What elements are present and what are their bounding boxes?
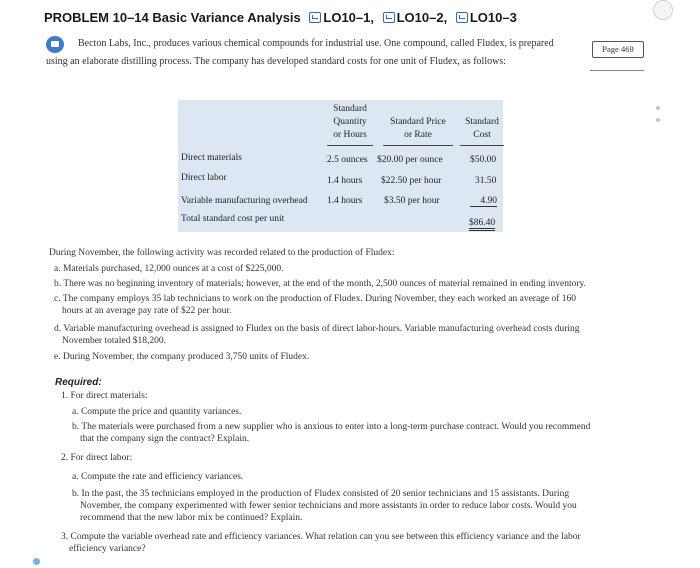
status-dot-icon	[33, 558, 40, 565]
question-2: 2. For direct labor:	[61, 453, 133, 463]
activity-item-c: c. The company employs 35 lab technicians to work on the production of Fludex. During November, they each worked an average of 160	[54, 294, 577, 304]
row-qty: 1.4 hours	[327, 176, 363, 186]
header-quantity	[327, 103, 373, 142]
row-label: Direct materials	[181, 153, 242, 163]
scroll-handle-icon[interactable]	[653, 0, 673, 20]
row-price: $20.00 per ounce	[377, 155, 443, 165]
activity-item-d-cont: November totaled $18,200.	[62, 336, 166, 346]
question-1a: a. Compute the price and quantity variances.	[72, 407, 242, 417]
info-bubble-icon[interactable]	[46, 36, 64, 53]
row-cost: 31.50	[475, 176, 497, 186]
activity-intro: During November, the following activity was recorded related to the production of Fludex:	[49, 248, 395, 258]
intro-line-1: Becton Labs, Inc., produces various chemical compounds for industrial use. One compound, called Fludex, is prepared	[78, 38, 554, 49]
total-cost: $86.40	[469, 218, 495, 231]
row-label: Variable manufacturing overhead	[181, 196, 308, 206]
header-cost-line: Standard	[465, 117, 499, 127]
required-heading: Required:	[55, 377, 102, 388]
activity-item-d: d. Variable manufacturing overhead is assigned to Fludex on the basis of direct labor-hours. Variable manufacturing overhead costs during	[54, 324, 580, 334]
scroll-marker	[656, 106, 660, 110]
row-price: $3.50 per hour	[384, 196, 440, 206]
row-cost: $50.00	[470, 155, 497, 165]
question-1: 1. For direct materials:	[61, 391, 148, 401]
header-quantity-line: Standard	[333, 104, 367, 114]
row-price: $22.50 per hour	[381, 176, 442, 186]
page-ref-divider	[590, 70, 644, 71]
problem-title	[44, 10, 517, 25]
question-2b-cont: November, the company experimented with fewer senior technicians and more assistants in order to reduce labor costs. Would you	[80, 501, 577, 511]
question-2b: b. In the past, the 35 technicians employed in the production of Fludex consisted of 20 senior technicians and 15 assistants. During	[72, 489, 570, 499]
header-cost-line: Cost	[473, 130, 491, 140]
question-3: 3. Compute the variable overhead rate and efficiency variances. What relation can you see between this efficiency variance and the labor	[61, 532, 581, 542]
header-price-line: or Rate	[404, 130, 432, 140]
question-1b: b. The materials were purchased from a new supplier who is anxious to enter into a long-term purchase contract. Would you recommend	[72, 422, 591, 432]
question-2b-cont: recommend that the new labor mix be continued? Explain.	[80, 513, 303, 523]
header-cost	[460, 116, 504, 142]
scroll-marker	[656, 118, 660, 122]
objective-link-1[interactable]: LO10–1,	[323, 10, 374, 25]
activity-item-c-cont: hours at an average pay rate of $22 per hour.	[62, 306, 232, 316]
total-label: Total standard cost per unit	[181, 214, 285, 224]
question-1b-cont: that the company sign the contract? Explain.	[80, 434, 250, 444]
activity-item-a: a. Materials purchased, 12,000 ounces at a cost of $225,000.	[54, 264, 284, 274]
row-qty: 1.4 hours	[327, 196, 363, 206]
header-price-line: Standard Price	[390, 117, 446, 127]
row-cost: 4.90	[470, 196, 497, 207]
page-reference-badge: Page 469	[592, 41, 644, 58]
header-quantity-line: Quantity	[333, 117, 367, 127]
intro-line-2: using an elaborate distilling process. The company has developed standard costs for one unit of Fludex, as follows:	[46, 56, 506, 67]
header-rule	[383, 145, 453, 146]
question-3-cont: efficiency variance?	[69, 544, 146, 554]
learning-objective-icon[interactable]	[309, 12, 321, 23]
learning-objective-icon[interactable]	[456, 12, 468, 23]
objective-link-2[interactable]: LO10–2,	[396, 10, 448, 25]
header-rule	[460, 145, 504, 146]
learning-objective-icon[interactable]	[383, 12, 395, 23]
activity-item-e: e. During November, the company produced 3,750 units of Fludex.	[54, 352, 310, 362]
row-qty: 2.5 ounces	[327, 155, 368, 165]
header-price	[383, 116, 453, 142]
header-rule	[327, 145, 373, 146]
row-label: Direct labor	[181, 173, 227, 183]
objective-link-3[interactable]: LO10–3	[469, 10, 517, 25]
activity-item-b: b. There was no beginning inventory of materials; however, at the end of the month, 2,500 ounces of material remained in ending inventory.	[54, 279, 586, 289]
question-2a: a. Compute the rate and efficiency variances.	[72, 472, 244, 482]
header-quantity-line: or Hours	[333, 130, 367, 140]
problem-heading: PROBLEM 10–14 Basic Variance Analysis	[44, 10, 301, 25]
